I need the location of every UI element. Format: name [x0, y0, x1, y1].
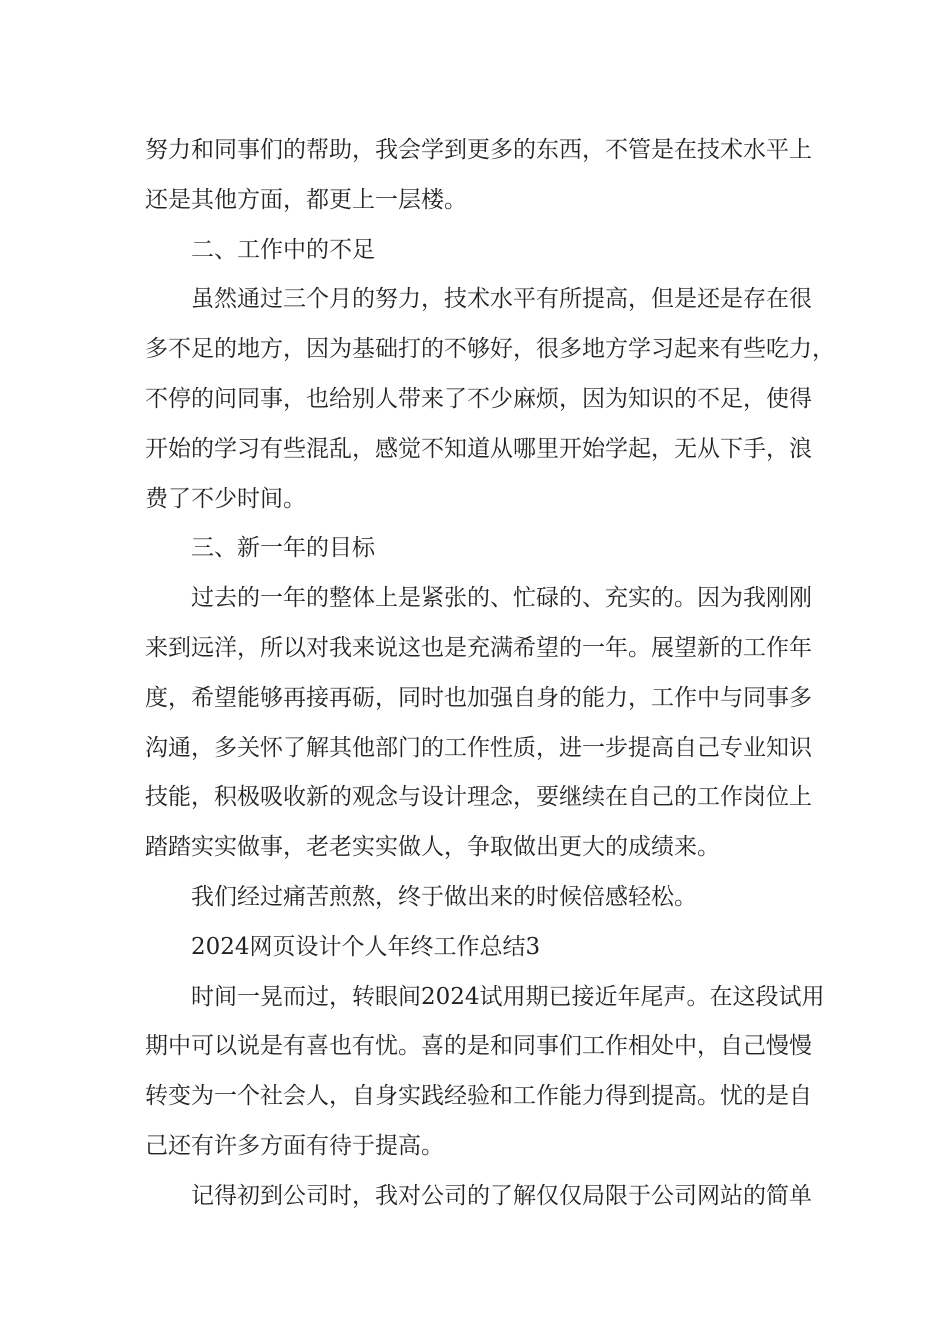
text-line: 记得初到公司时，我对公司的了解仅仅局限于公司网站的简单	[191, 1182, 812, 1209]
text-line: 努力和同事们的帮助，我会学到更多的东西，不管是在技术水平上	[145, 137, 812, 163]
document-title: 2024网页设计个人年终工作总结3	[191, 933, 541, 960]
text-line: 期中可以说是有喜也有忧。喜的是和同事们工作相处中，自己慢慢	[145, 1033, 812, 1060]
text-line: 来到远洋，所以对我来说这也是充满希望的一年。展望新的工作年	[145, 634, 812, 661]
text-line: 多不足的地方，因为基础打的不够好，很多地方学习起来有些吃力，	[145, 336, 835, 363]
text-line: 踏踏实实做事，老老实实做人，争取做出更大的成绩来。	[145, 834, 720, 861]
text-line: 费了不少时间。	[145, 485, 306, 512]
text-line: 己还有许多方面有待于提高。	[145, 1132, 444, 1159]
text-line: 还是其他方面，都更上一层楼。	[145, 186, 467, 213]
text-line: 虽然通过三个月的努力，技术水平有所提高，但是还是存在很	[191, 286, 812, 313]
text-line: 开始的学习有些混乱，感觉不知道从哪里开始学起，无从下手，浪	[145, 435, 812, 462]
text-line: 过去的一年的整体上是紧张的、忙碌的、充实的。因为我刚刚	[191, 585, 812, 612]
text-line: 沟通，多关怀了解其他部门的工作性质，进一步提高自己专业知识	[145, 734, 812, 761]
text-line: 技能，积极吸收新的观念与设计理念，要继续在自己的工作岗位上	[145, 784, 812, 811]
text-line: 我们经过痛苦煎熬，终于做出来的时候倍感轻松。	[191, 883, 697, 910]
text-line: 转变为一个社会人，自身实践经验和工作能力得到提高。忧的是自	[145, 1083, 812, 1110]
section-heading: 三、新一年的目标	[191, 535, 375, 562]
text-line: 度，希望能够再接再砺，同时也加强自身的能力，工作中与同事多	[145, 684, 812, 711]
text-line: 时间一晃而过，转眼间2024试用期已接近年尾声。在这段试用	[191, 983, 825, 1010]
section-heading: 二、工作中的不足	[191, 236, 375, 263]
document-body	[145, 126, 835, 1222]
text-line: 不停的问同事，也给别人带来了不少麻烦，因为知识的不足，使得	[145, 385, 812, 412]
